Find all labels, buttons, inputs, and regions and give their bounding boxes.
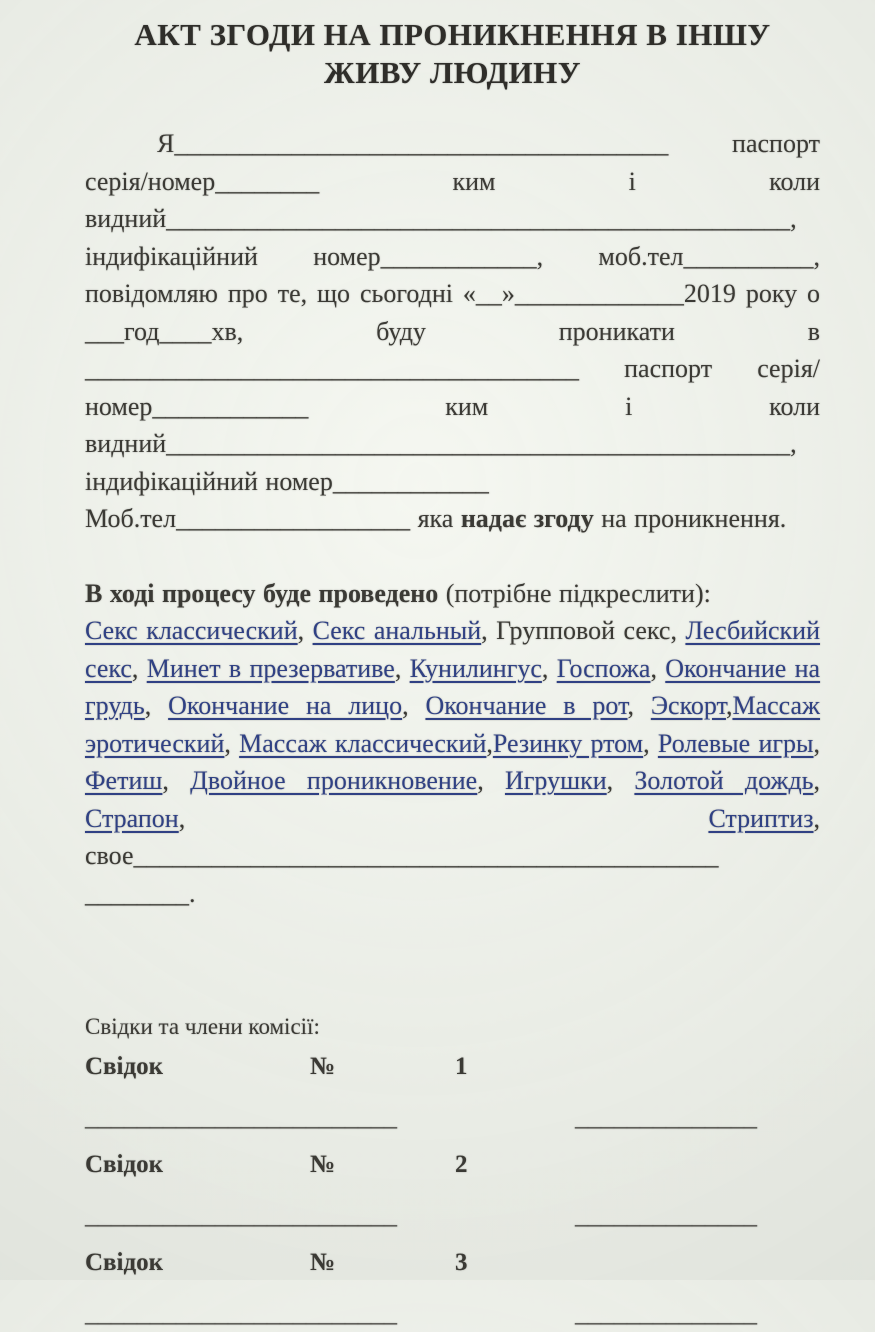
- text-segment: ,: [162, 766, 191, 795]
- underlined-option-item: Массаж эротический: [85, 691, 821, 758]
- underlined-option-item: Золотой дождь: [634, 766, 814, 795]
- document-title: АКТ ЗГОДИ НА ПРОНИКНЕННЯ В ІНШУ ЖИВУ ЛЮДИНУ: [134, 17, 771, 90]
- signature-row: [85, 1294, 820, 1332]
- text-segment: ,: [813, 728, 821, 758]
- text-segment: на проникнення.: [593, 504, 787, 533]
- numero-sign: №: [310, 1151, 336, 1178]
- underlined-option-item: Секс анальный: [312, 616, 482, 645]
- text-segment: Моб.тел__________________ яка: [85, 504, 461, 533]
- text-segment: ,: [606, 766, 635, 795]
- underlined-option-item: Массаж классический: [239, 728, 487, 758]
- text-segment: , Групповой секс,: [481, 616, 686, 645]
- witness-number: 2: [455, 1151, 468, 1178]
- underlined-option-item: Кунилингус: [409, 653, 542, 683]
- text-segment: Я______________________________________ паспорт серія/номер________ ким і коли видний________________________________________________, індифікаційний номер____________, моб.тел__________, повідомляю про те, що сьогодні «__»_____________2019 року о ___год____хв, буду проникати в ______________________________________ паспорт серія/​номер____________ ким і коли видний________________________________________________, індифікаційний номер____________: [85, 129, 820, 496]
- signature-row: [85, 1098, 820, 1136]
- text-segment: ,: [297, 616, 313, 645]
- witness-row: [85, 1048, 820, 1086]
- signature-line-right: ______________: [575, 1200, 757, 1229]
- witness-number: 3: [455, 1249, 468, 1276]
- process-section: [85, 575, 820, 913]
- underlined-option-item: Минет в презервативе: [146, 653, 395, 683]
- underlined-option-item: Окончание на лицо: [168, 691, 403, 720]
- underlined-option-item: Ролевые игры: [657, 728, 814, 758]
- underlined-option-item: Страпон: [85, 803, 179, 833]
- text-segment: ,: [144, 691, 169, 720]
- text-segment: ,: [178, 803, 709, 833]
- text-segment: ,: [477, 766, 505, 795]
- underlined-option-item: Лесбийский секс: [85, 616, 820, 683]
- numero-sign: №: [310, 1053, 336, 1080]
- text-segment: ,: [131, 653, 147, 683]
- underlined-option-item: Окончание в рот: [425, 691, 628, 720]
- underlined-option-item: Секс классический: [85, 616, 298, 645]
- text-segment: ,: [650, 653, 666, 683]
- underlined-option-item: Окончание на грудь: [85, 653, 821, 720]
- numero-sign: №: [310, 1249, 336, 1276]
- text-segment: ,: [224, 728, 240, 758]
- witness-section: [85, 1012, 820, 1332]
- text-segment: , свое_____________________________________________ ________.: [85, 803, 820, 908]
- signature-line-right: ______________: [575, 1298, 757, 1327]
- text-segment: ,: [394, 653, 410, 683]
- witness-label: Свідок: [85, 1151, 164, 1178]
- text-segment: ,: [725, 691, 733, 720]
- signature-line-left: ________________________: [85, 1102, 397, 1131]
- text-segment: ,: [486, 728, 493, 758]
- underlined-option-item: Игрушки: [504, 766, 607, 795]
- text-segment: (потрібне підкреслити):: [438, 578, 711, 608]
- witness-row: [85, 1244, 820, 1282]
- intro-paragraph-1: [85, 125, 820, 500]
- witness-label: Свідок: [85, 1249, 164, 1276]
- text-segment: ,: [813, 766, 821, 795]
- witness-label: Свідок: [85, 1053, 164, 1080]
- signature-line-right: ______________: [575, 1102, 757, 1131]
- signature-line-left: ________________________: [85, 1298, 397, 1327]
- options-paragraph: [85, 612, 820, 912]
- witness-section-label: Свідки та члени комісії:: [85, 1014, 320, 1039]
- underlined-option-item: Фетиш: [85, 766, 163, 795]
- underlined-option-item: Стриптиз: [708, 803, 814, 833]
- text-segment: ,: [627, 691, 651, 720]
- bold-text-segment: надає згоду: [460, 504, 594, 533]
- underlined-option-item: Госпожа: [556, 653, 651, 683]
- bold-text-segment: В ході процесу буде проведено: [85, 578, 439, 608]
- process-header: [85, 575, 820, 613]
- signature-row: [85, 1196, 820, 1234]
- text-segment: ,: [402, 691, 426, 720]
- underlined-option-item: Эскорт: [650, 691, 726, 720]
- text-segment: ,: [643, 728, 658, 758]
- witness-row: [85, 1146, 820, 1184]
- underlined-option-item: Двойное проникновение: [190, 766, 478, 795]
- text-segment: ,: [541, 653, 557, 683]
- underlined-option-item: Резинку ртом: [492, 728, 644, 758]
- intro-paragraph-2: [85, 500, 820, 538]
- signature-line-left: ________________________: [85, 1200, 397, 1229]
- witness-number: 1: [455, 1053, 468, 1080]
